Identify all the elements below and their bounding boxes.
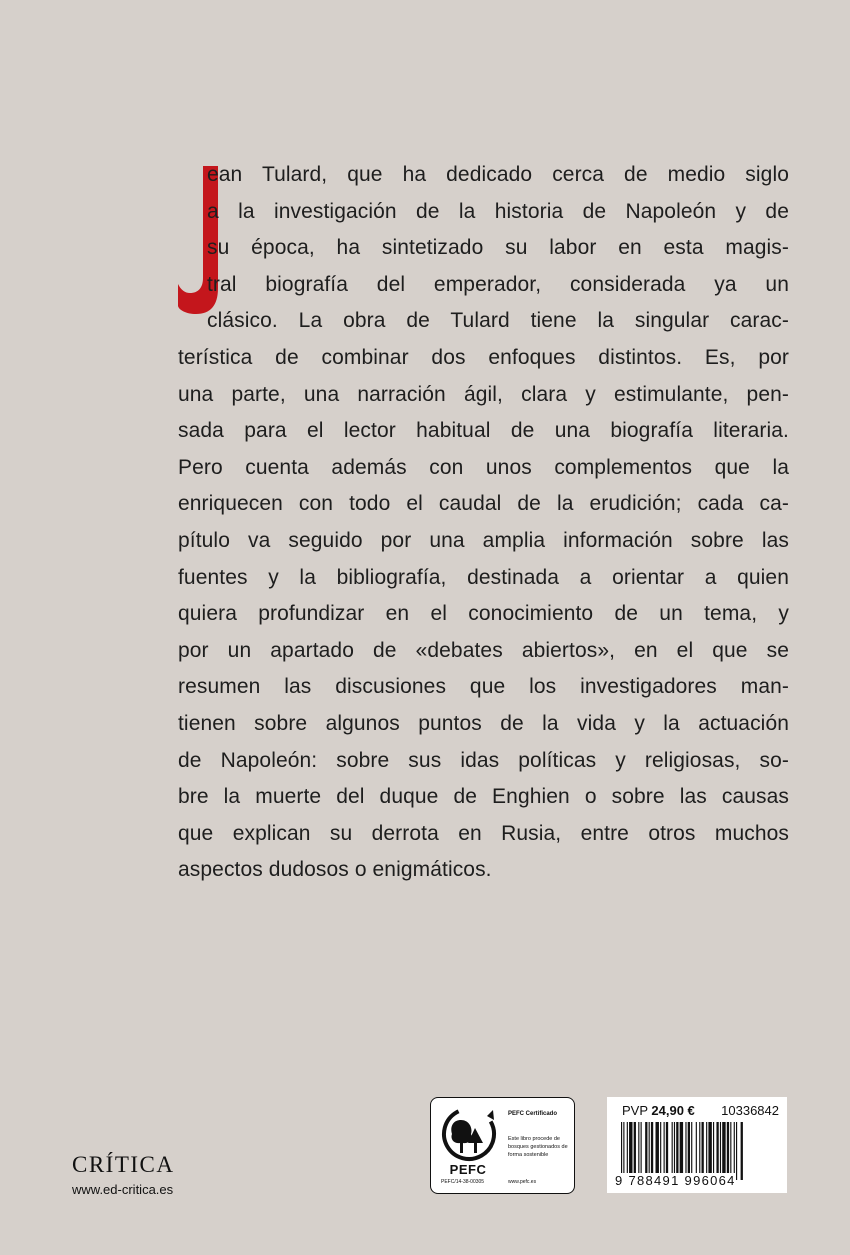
price-label bbox=[622, 1103, 695, 1118]
pefc-code: PEFC/14-38-00305 bbox=[441, 1179, 485, 1185]
blurb-line: pítulo va seguido por una amplia información sobre las bbox=[178, 528, 789, 552]
blurb-line: aspectos dudosos o enigmáticos. bbox=[178, 858, 492, 882]
blurb-line: sada para el lector habitual de una biografía literaria. bbox=[178, 419, 789, 443]
barcode-bar bbox=[672, 1122, 673, 1180]
blurb-line: que explican su derrota en Rusia, entre otros muchos bbox=[178, 821, 789, 845]
price-value: 24,90 € bbox=[651, 1103, 695, 1118]
barcode-bar bbox=[706, 1122, 707, 1180]
blurb-line: una parte, una narración ágil, clara y estimulante, pen- bbox=[178, 382, 789, 406]
barcode-bar bbox=[708, 1122, 711, 1180]
pefc-tree-logo-icon bbox=[441, 1106, 497, 1168]
barcode-bar bbox=[634, 1122, 636, 1180]
blurb-line: clásico. La obra de Tulard tiene la singular carac- bbox=[207, 309, 789, 333]
barcode-bar bbox=[649, 1122, 650, 1180]
blurb-line: ean Tulard, que ha dedicado cerca de medio siglo bbox=[207, 163, 789, 186]
blurb-line: a la investigación de la historia de Napoleón y de bbox=[207, 199, 789, 223]
barcode-bar bbox=[680, 1122, 683, 1180]
pefc-description: Este libro procede de bosques gestionados de forma sostenible bbox=[508, 1136, 568, 1158]
barcode-bar bbox=[656, 1122, 659, 1180]
blurb-line: tral biografía del emperador, considerada ya un bbox=[207, 272, 789, 296]
blurb-line: su época, ha sintetizado su labor en esta magis- bbox=[207, 236, 789, 260]
blurb-line: de Napoleón: sobre sus idas políticas y religiosas, so- bbox=[178, 748, 789, 772]
barcode-bar bbox=[674, 1122, 675, 1180]
barcode-bar bbox=[645, 1122, 647, 1180]
barcode-bar bbox=[688, 1122, 690, 1180]
pefc-url: www.pefc.es bbox=[508, 1179, 537, 1185]
blurb-line: por un apartado de «debates abiertos», en el que se bbox=[178, 638, 789, 662]
barcode-bar bbox=[722, 1122, 725, 1180]
barcode-bar bbox=[623, 1122, 624, 1180]
barcode-bar bbox=[696, 1122, 697, 1180]
back-cover-blurb bbox=[178, 157, 789, 889]
blurb-line: terística de combinar dos enfoques distintos. Es, por bbox=[178, 345, 789, 369]
blurb-line: resumen las discusiones que los investigadores man- bbox=[178, 675, 789, 699]
barcode-bar bbox=[727, 1122, 729, 1180]
isbn-barcode-box bbox=[607, 1097, 787, 1193]
barcode-bar bbox=[691, 1122, 692, 1180]
pvp-label: PVP bbox=[622, 1103, 648, 1118]
barcode-bar bbox=[651, 1122, 653, 1180]
barcode-bar bbox=[720, 1122, 721, 1180]
barcode-bar bbox=[621, 1122, 622, 1180]
barcode-bar bbox=[741, 1122, 743, 1180]
barcode-bar bbox=[638, 1122, 639, 1180]
barcode-bars bbox=[615, 1122, 781, 1180]
blurb-line: enriquecen con todo el caudal de la erudición; cada ca- bbox=[178, 492, 789, 516]
barcode-bar bbox=[716, 1122, 718, 1180]
blurb-line: tienen sobre algunos puntos de la vida y la actuación bbox=[178, 711, 789, 735]
blurb-line: fuentes y la bibliografía, destinada a orientar a quien bbox=[178, 565, 789, 589]
barcode-bar bbox=[641, 1122, 642, 1180]
barcode-bar bbox=[627, 1122, 628, 1180]
barcode-bar bbox=[730, 1122, 731, 1180]
barcode-bar bbox=[629, 1122, 632, 1180]
publisher-website: www.ed-critica.es bbox=[72, 1182, 174, 1197]
barcode-bar bbox=[676, 1122, 678, 1180]
pefc-certification-box bbox=[430, 1097, 575, 1194]
pefc-brand-label: PEFC bbox=[449, 1162, 487, 1177]
barcode-bar bbox=[713, 1122, 714, 1180]
blurb-line: bre la muerte del duque de Enghien o sobre las causas bbox=[178, 785, 789, 809]
barcode-bar bbox=[666, 1122, 668, 1180]
isbn-digits-text: 9 788491 996064 bbox=[615, 1173, 736, 1188]
barcode-bar bbox=[664, 1122, 665, 1180]
barcode-bar bbox=[660, 1122, 661, 1180]
barcode-bar bbox=[702, 1122, 704, 1180]
reference-number: 10336842 bbox=[721, 1103, 779, 1118]
blurb-line: quiera profundizar en el conocimiento de un tema, y bbox=[178, 602, 789, 626]
publisher-name: CRÍTICA bbox=[72, 1152, 175, 1177]
blurb-line: Pero cuenta además con unos complementos que la bbox=[178, 455, 789, 479]
barcode-bar bbox=[734, 1122, 735, 1180]
pefc-certified-label: PEFC Certificado bbox=[508, 1111, 558, 1117]
barcode-bar bbox=[699, 1122, 700, 1180]
isbn-digits bbox=[615, 1173, 781, 1188]
barcode-bar bbox=[685, 1122, 686, 1180]
barcode-bar bbox=[736, 1122, 737, 1180]
